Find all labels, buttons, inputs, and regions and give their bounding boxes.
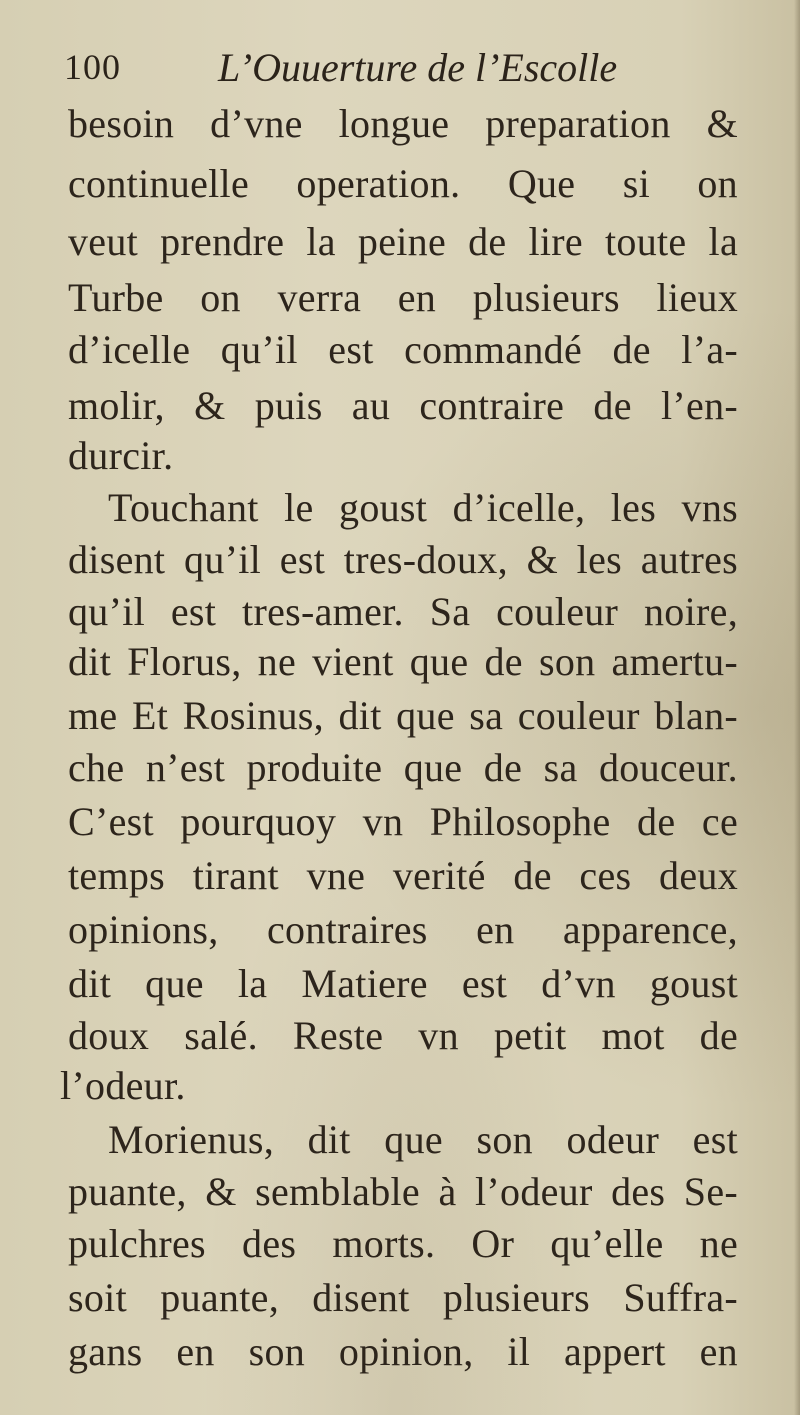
text-line: l’odeur. [60, 1063, 186, 1108]
running-title: L’Ouuerture de l’Escolle [218, 45, 618, 90]
text-line: dit que la Matiere est d’vn goust [68, 961, 738, 1006]
page-number: 100 [64, 47, 121, 87]
text-line: qu’il est tres-amer. Sa couleur noire, [68, 589, 738, 634]
text-line: doux salé. Reste vn petit mot de [68, 1013, 738, 1058]
text-line: me Et Rosinus, dit que sa couleur blan- [68, 693, 738, 738]
text-line: opinions, contraires en apparence, [68, 907, 738, 952]
text-line: pulchres des morts. Or qu’elle ne [68, 1221, 738, 1266]
text-line: besoin d’vne longue preparation & [68, 101, 738, 146]
text-line: durcir. [68, 433, 174, 478]
text-line: disent qu’il est tres-doux, & les autres [68, 537, 738, 582]
text-line: dit Florus, ne vient que de son amertu- [68, 639, 738, 684]
text-line: molir, & puis au contraire de l’en- [68, 383, 738, 428]
text-line: veut prendre la peine de lire toute la [68, 219, 738, 264]
text-line: soit puante, disent plusieurs Suffra- [68, 1275, 738, 1320]
text-line: d’icelle qu’il est commandé de l’a- [68, 327, 738, 372]
text-line: Turbe on verra en plusieurs lieux [68, 275, 738, 320]
text-line: puante, & semblable à l’odeur des Se- [68, 1169, 738, 1214]
text-line: continuelle operation. Que si on [68, 161, 738, 206]
text-line: temps tirant vne verité de ces deux [68, 853, 738, 898]
text-line: gans en son opinion, il appert en [68, 1329, 738, 1374]
text-line: Touchant le goust d’icelle, les vns [108, 485, 738, 530]
text-line: C’est pourquoy vn Philosophe de ce [68, 799, 738, 844]
text-line: che n’est produite que de sa douceur. [68, 745, 738, 790]
text-line: Morienus, dit que son odeur est [108, 1117, 738, 1162]
